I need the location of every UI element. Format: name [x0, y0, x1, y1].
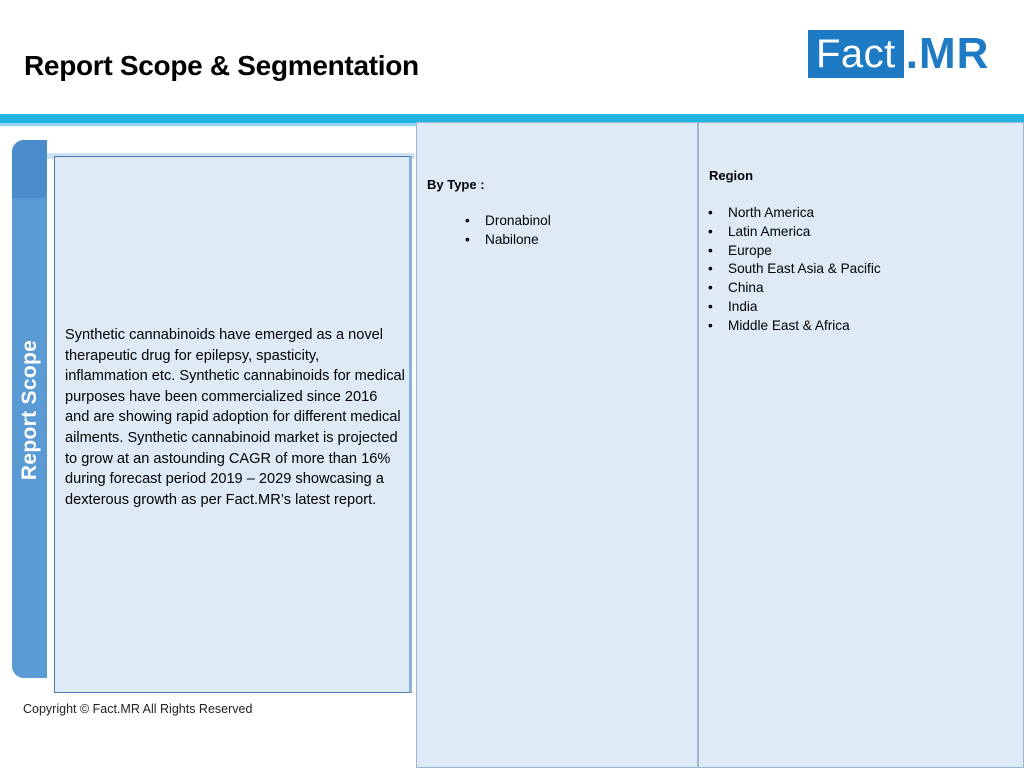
page-title: Report Scope & Segmentation	[24, 50, 419, 81]
report-scope-label: Report Scope	[18, 339, 41, 481]
by-type-heading: By Type :	[427, 177, 485, 192]
region-heading: Region	[709, 168, 754, 183]
header-divider-secondary	[0, 123, 420, 126]
copyright-text: Copyright © Fact.MR All Rights Reserved	[23, 702, 253, 716]
list-item: • India	[708, 298, 881, 317]
factmr-logo	[808, 30, 989, 78]
logo-wordmark-right: .MR	[905, 29, 990, 78]
list-item: • Middle East & Africa	[708, 317, 881, 336]
by-type-panel	[416, 122, 698, 768]
list-item: • Latin America	[708, 223, 881, 242]
list-item: • Nabilone	[465, 231, 551, 250]
list-item: • South East Asia & Pacific	[708, 260, 881, 279]
region-panel	[698, 122, 1024, 768]
list-item: • Dronabinol	[465, 212, 551, 231]
list-item: • North America	[708, 204, 881, 223]
region-list	[708, 204, 881, 336]
logo-wordmark-left: Fact	[808, 30, 904, 78]
report-scope-box	[54, 156, 412, 693]
list-item: • Europe	[708, 242, 881, 261]
report-scope-description: Synthetic cannabinoids have emerged as a novel therapeutic drug for epilepsy, spasticity, inflammation etc. Synthetic cannabinoids for medical purposes have been commercialized since 2016 and are showing rapid adoption for different medical ailments. Synthetic cannabinoid market is projected to grow at an astounding CAGR of more than 16% during forecast period 2019 – 2029 showcasing a dexterous growth as per Fact.MR’s latest report.	[65, 327, 405, 508]
list-item: • China	[708, 279, 881, 298]
by-type-list	[465, 212, 551, 250]
report-scope-tab-cap	[12, 140, 47, 198]
